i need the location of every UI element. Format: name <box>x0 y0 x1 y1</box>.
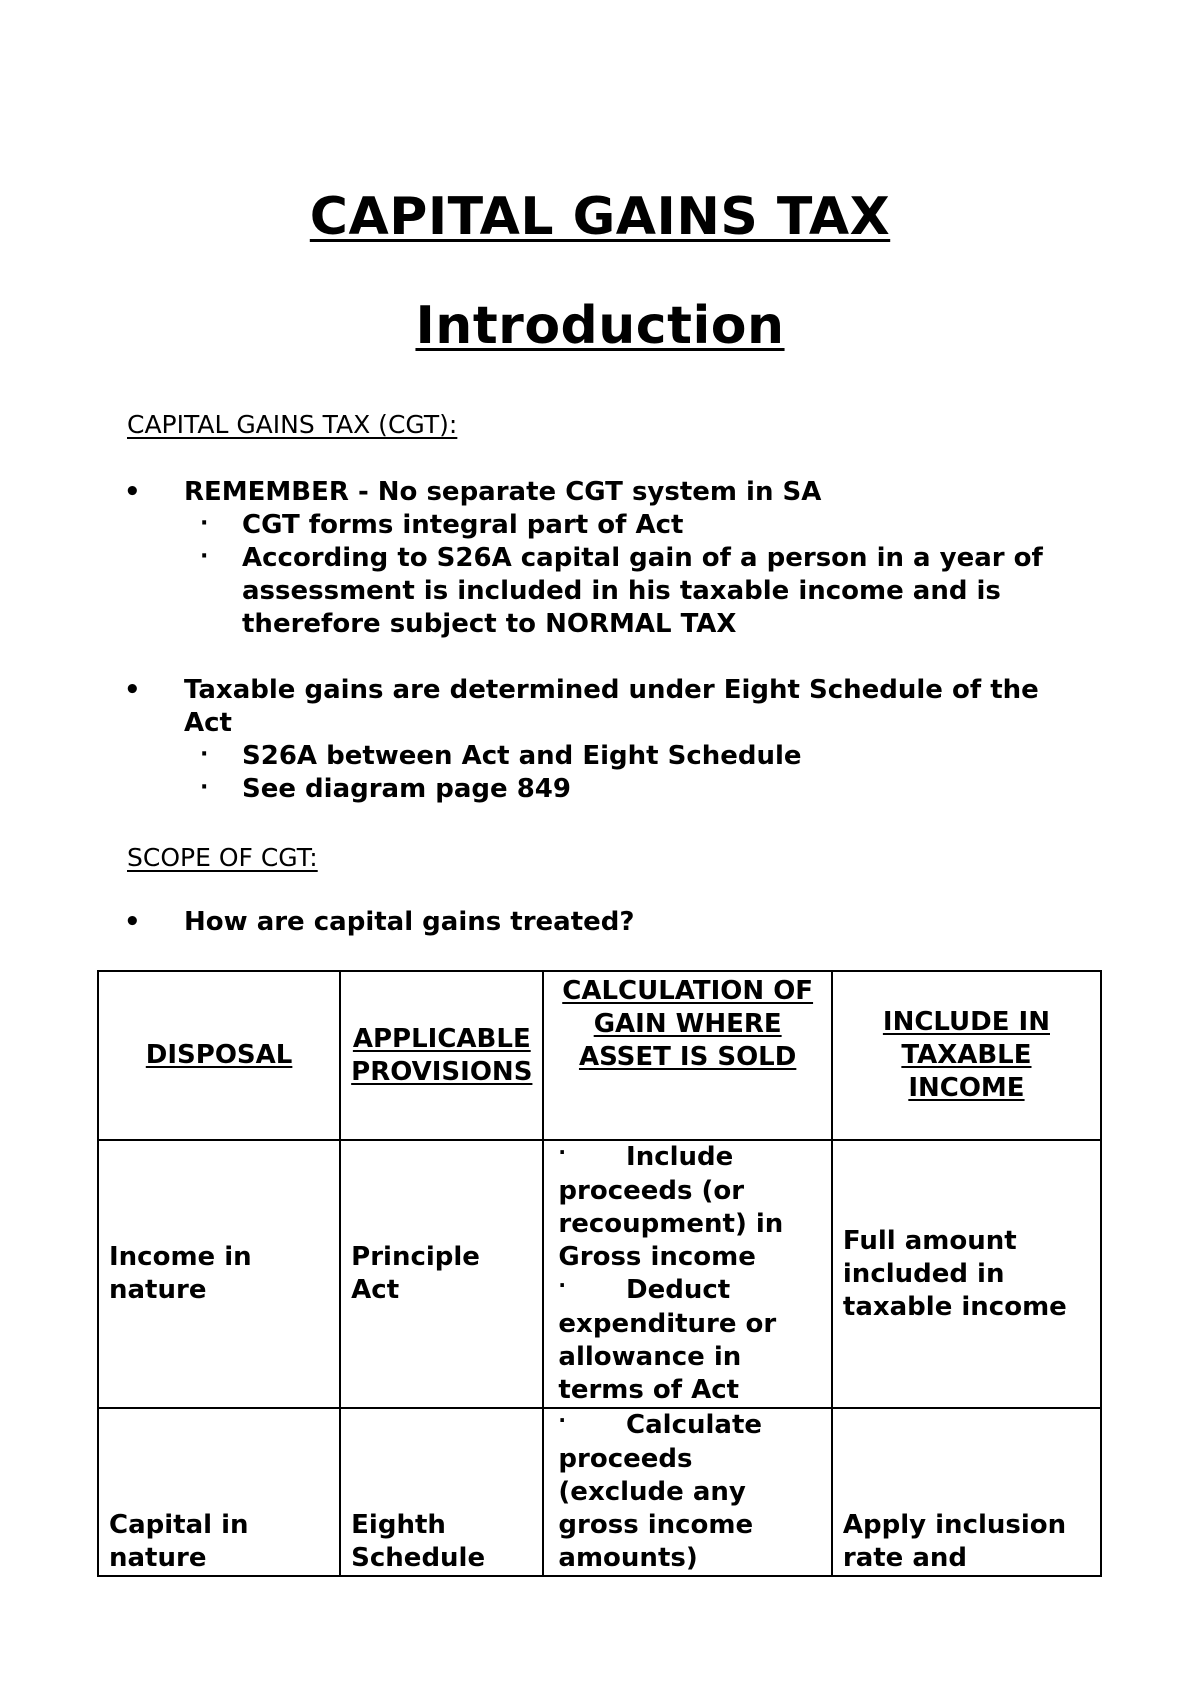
document-subtitle: Introduction <box>415 296 785 356</box>
bullet-icon: • <box>124 907 141 937</box>
cell-provision: Eighth Schedule <box>340 1408 543 1576</box>
table-row <box>98 1140 1101 1408</box>
sub-bullet-text: S26A between Act and Eight Schedule <box>242 741 802 771</box>
sub-bullet-icon: · <box>200 775 209 800</box>
sub-bullet-text: According to S26A capital gain of a person in a year of assessment is included in his taxable income and is therefore subject to NORMAL TAX <box>242 543 1043 639</box>
calc-text: Calculate proceeds (exclude any gross income amounts) <box>558 1410 763 1573</box>
bullet-item <box>124 476 1084 509</box>
sub-bullet-text: CGT forms integral part of Act <box>242 510 684 540</box>
cell-disposal: Capital in nature <box>98 1408 340 1576</box>
bullet-icon: • <box>124 477 141 507</box>
cell-include: Apply inclusion rate and <box>832 1408 1101 1576</box>
bullet-text: REMEMBER - No separate CGT system in SA <box>184 477 822 507</box>
calc-list-item <box>552 1141 822 1274</box>
header-disposal: DISPOSAL <box>98 971 340 1140</box>
sub-bullet-item <box>200 509 1082 542</box>
sub-bullet-icon: · <box>200 742 209 767</box>
cell-calculation <box>543 1408 831 1576</box>
cell-provision: Principle Act <box>340 1140 543 1408</box>
document-title: CAPITAL GAINS TAX <box>309 187 891 247</box>
sub-bullet-icon: · <box>558 1273 567 1297</box>
cell-disposal: Income in nature <box>98 1140 340 1408</box>
sub-bullet-text: See diagram page 849 <box>242 774 571 804</box>
bullet-icon: • <box>124 675 141 705</box>
cell-calculation <box>543 1140 831 1408</box>
calc-list-item <box>552 1274 822 1407</box>
bullet-item <box>124 674 1084 740</box>
section-heading-cgt: CAPITAL GAINS TAX (CGT): <box>127 410 458 439</box>
sub-bullet-item <box>200 773 1082 806</box>
header-include: INCLUDE IN TAXABLE INCOME <box>832 971 1101 1140</box>
sub-bullet-icon: · <box>200 511 209 536</box>
sub-bullet-icon: · <box>200 544 209 569</box>
sub-bullet-icon: · <box>558 1408 567 1432</box>
sub-bullet-item <box>200 542 1082 641</box>
bullet-text: Taxable gains are determined under Eight Schedule of the Act <box>184 675 1039 738</box>
bullet-text: How are capital gains treated? <box>184 907 635 937</box>
table-row <box>98 1408 1101 1576</box>
calc-text: Include proceeds (or recoupment) in Gross income <box>558 1142 784 1272</box>
section-heading-scope: SCOPE OF CGT: <box>127 843 318 872</box>
header-provisions: APPLICABLE PROVISIONS <box>340 971 543 1140</box>
calc-text: Deduct expenditure or allowance in terms of Act <box>558 1275 777 1405</box>
calc-list-item <box>552 1409 822 1575</box>
cgt-table <box>97 970 1102 1577</box>
bullet-item <box>124 906 1084 939</box>
cell-include: Full amount included in taxable income <box>832 1140 1101 1408</box>
table-header-row <box>98 971 1101 1140</box>
sub-bullet-icon: · <box>558 1140 567 1164</box>
header-calculation: CALCULATION OF GAIN WHERE ASSET IS SOLD <box>543 971 831 1140</box>
sub-bullet-item <box>200 740 1082 773</box>
